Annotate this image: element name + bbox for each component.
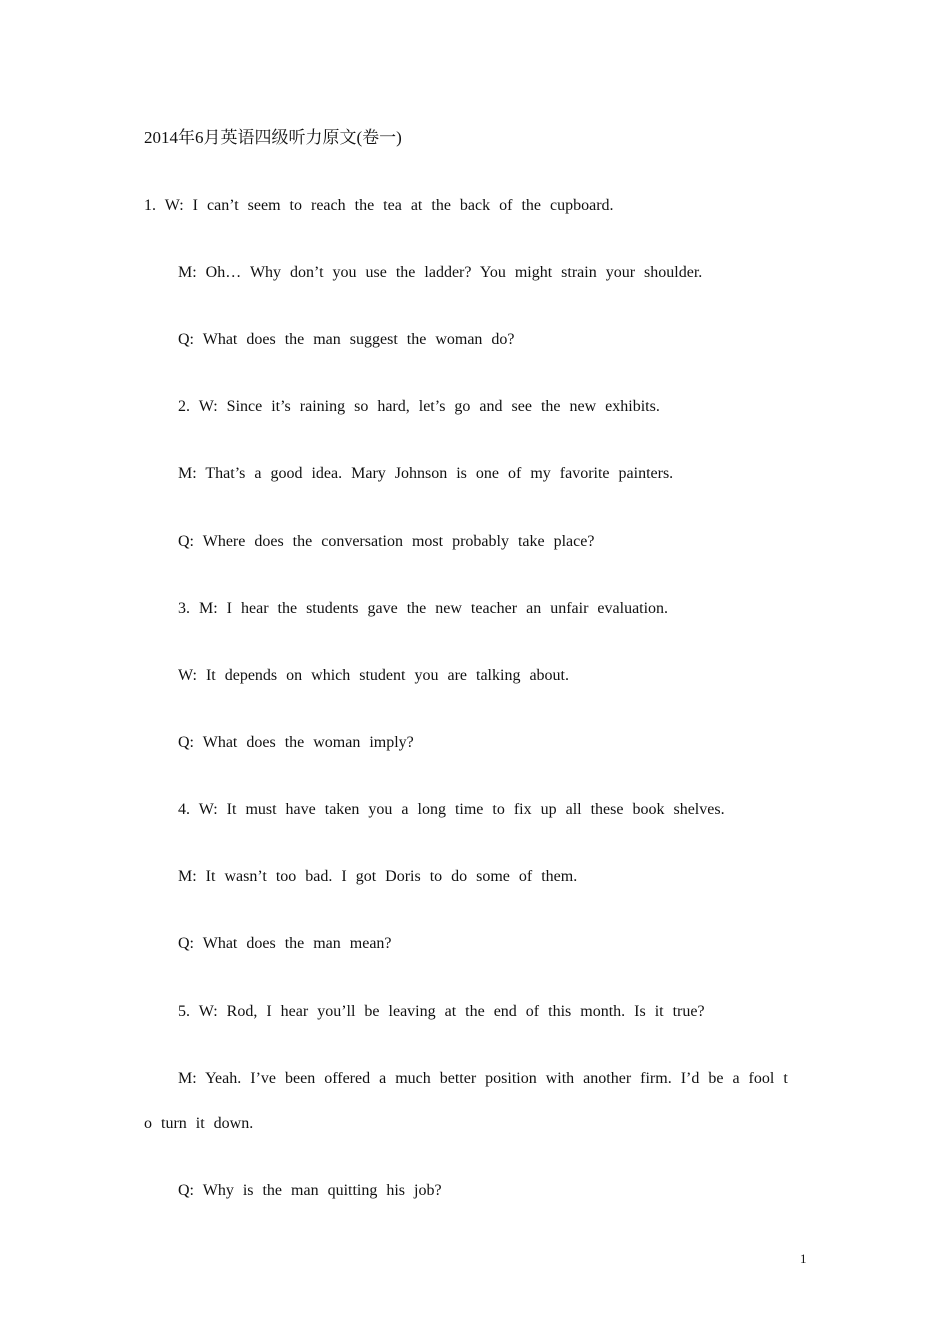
dialogue-line: M: That’s a good idea. Mary Johnson is one of my favorite painters. [178, 465, 674, 482]
document-title: 2014年6月英语四级听力原文(卷一) [144, 128, 402, 147]
dialogue-line: W: It depends on which student you are talking about. [178, 667, 569, 684]
dialogue-line: 5. W: Rod, I hear you’ll be leaving at the end of this month. Is it true? [178, 1003, 705, 1020]
dialogue-line: M: Yeah. I’ve been offered a much better position with another firm. I’d be a fool t [178, 1070, 788, 1087]
dialogue-line-continuation: o turn it down. [144, 1115, 254, 1132]
question-line: Q: What does the man mean? [178, 935, 392, 952]
dialogue-line: M: It wasn’t too bad. I got Doris to do some of them. [178, 868, 578, 885]
dialogue-line: M: Oh… Why don’t you use the ladder? You might strain your shoulder. [178, 264, 703, 281]
page-number: 1 [800, 1251, 807, 1266]
question-line: Q: Where does the conversation most probably take place? [178, 533, 595, 550]
question-line: Q: Why is the man quitting his job? [178, 1182, 442, 1199]
dialogue-line: 4. W: It must have taken you a long time to fix up all these book shelves. [178, 801, 725, 818]
dialogue-line: 1. W: I can’t seem to reach the tea at the back of the cupboard. [144, 197, 614, 214]
dialogue-line: 3. M: I hear the students gave the new teacher an unfair evaluation. [178, 600, 669, 617]
question-line: Q: What does the woman imply? [178, 734, 414, 751]
dialogue-line: 2. W: Since it’s raining so hard, let’s go and see the new exhibits. [178, 398, 660, 415]
question-line: Q: What does the man suggest the woman do? [178, 331, 515, 348]
